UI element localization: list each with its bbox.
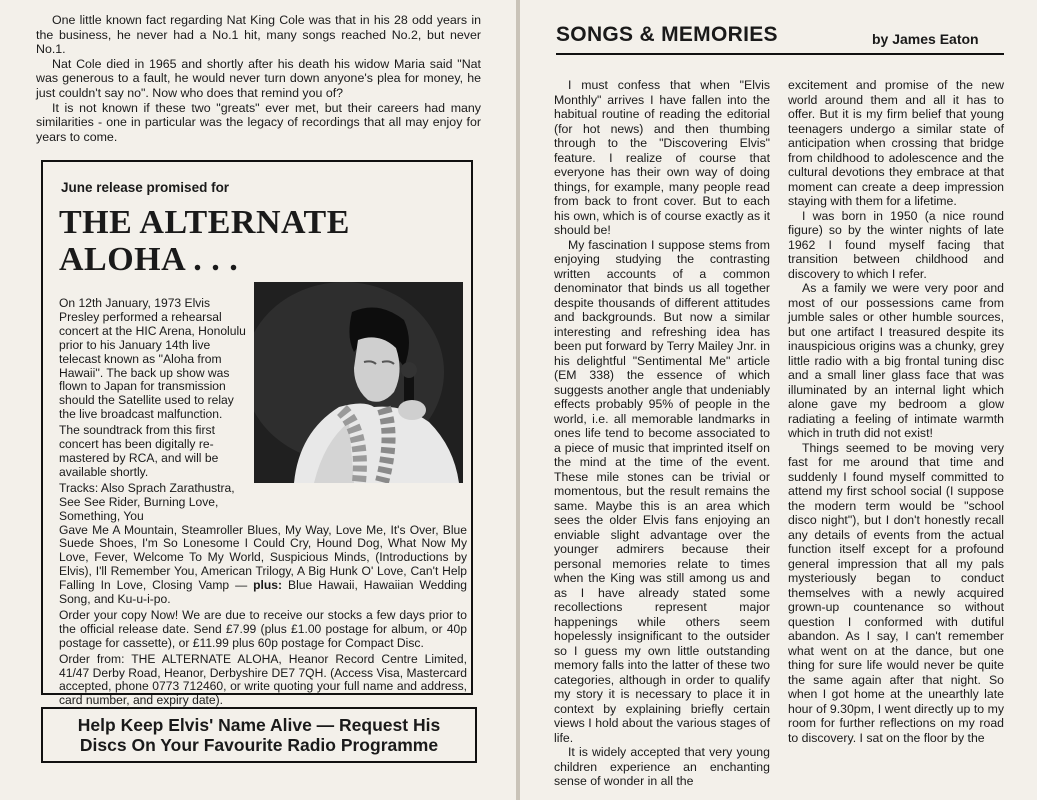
article-column-2 (788, 78, 1004, 745)
article-paragraph: I must confess that when "Elvis Monthly" arrives I have fallen into the habitual routine of reading the editorial (for hot news) and then thumbing through to the "Discovering Elvis" feature. I realize of course that everyone has their own way of doing things, for example, many people read from back to front cover. But to each his own, which is of course exactly as it should be! (554, 78, 770, 237)
right-page (520, 0, 1037, 800)
request-banner (41, 707, 477, 763)
intro-paragraph: One little known fact regarding Nat King Cole was that in his 28 odd years in the business, he never had a No.1 hit, many songs reached No.2, but never No.1. (36, 13, 481, 57)
advertisement-box (41, 160, 473, 708)
ad-paragraph: On 12th January, 1973 Elvis Presley performed a rehearsal concert at the HIC Arena, Honolulu prior to his January 14th live telecast known as ''Aloha from Hawaii''. The back up show was flown to Japan for transmission should the Satellite used to relay the live broadcast malfunction. (59, 296, 246, 422)
ad-order-info: Order your copy Now! We are due to receive our stocks a few days prior to the official release date. Send £7.99 (plus £1.00 postage for album, or 40p postage for cassette), or £11.99 plus 60p postage for Compact Disc. (59, 607, 467, 650)
ad-kicker: June release promised for (61, 180, 230, 195)
left-page (0, 0, 516, 800)
intro-text (36, 13, 481, 144)
ad-order-address: Order from: THE ALTERNATE ALOHA, Heanor Record Centre Limited, 41/47 Derby Road, Heanor, Derbyshire DE7 7QH. (Access Visa, Mastercard accepted, phone 0773 712460, or write quoting your full name and address, card number, and expiry date). (59, 651, 467, 708)
article-paragraph: Things seemed to be moving very fast for me around that time and suddenly I found myself committed to attend my first school social (I suppose the modern term would be "school disco night"), but I don't honestly recall any details of events from the actual function itself except for a profound general impression that all my pals mysteriously began to conduct themselves with a newly acquired grown-up countenance so without question I conformed with dutiful abandon. As I say, I can't remember what went on at the dance, but one thing for sure life would never be quite the same again after that night. So when I got home at the unearthly late hour of 9.30pm, I went directly up to my room for further reflections on my road to discovery. I sat on the floor by the (788, 440, 1004, 745)
title-divider (556, 53, 1004, 55)
intro-paragraph: It is not known if these two "greats" ever met, but their careers had many similarities - one in particular was the legacy of recordings that all may enjoy for years to come. (36, 100, 481, 144)
ad-paragraph: The soundtrack from this first concert has been digitally re-mastered by RCA, and will be available shortly. (59, 423, 219, 479)
ad-tracks-rest: Gave Me A Mountain, Steamroller Blues, My Way, Love Me, It's Over, Blue Suede Shoes, I'm So Lonesome I Could Cry, Hound Dog, What Now My Love, Fever, Welcome To My World, Suspicious Minds, (Introductions by Elvis), I'll Remember You, American Trilogy, A Big Hunk O' Love, Can't Help Falling In Love, Closing Vamp — (59, 522, 467, 593)
ad-tracks-list (59, 524, 467, 607)
ad-tracks-bonus: Blue Hawaii, Hawaiian Wedding Song, and Ku-u-i-po. (59, 578, 467, 607)
ad-title: THE ALTERNATE ALOHA . . . (59, 204, 350, 278)
article-paragraph: As a family we were very poor and most of our possessions came from jumble sales or other humble sources, but one artifact I treasured despite its inauspicious origins was a chunky, grey little radio with a big frontal tuning disc and a small liner glass face that was illuminated by an internal light which alone gave my bedroom a glow radiating a feeling of intimate warmth which in truth did not exist! (788, 281, 1004, 440)
article-byline: by James Eaton (872, 31, 979, 47)
article-column-1 (554, 78, 770, 789)
article-title: SONGS & MEMORIES (556, 23, 778, 46)
article-paragraph: It is widely accepted that very young children experience an enchanting sense of wonder in all the (554, 745, 770, 788)
article-paragraph: I was born in 1950 (a nice round figure) so by the winter nights of late 1962 I found myself facing that transition between childhood and discovery to which I refer. (788, 208, 1004, 281)
article-paragraph: excitement and promise of the new world around them and all it has to offer. But it is my firm belief that young teenagers undergo a similar state of anticipation when crossing that bridge from childhood to adolescence and the cultural devotions they embrace at that moment can create a deep impression staying with them for a lifetime. (788, 78, 1004, 208)
article-paragraph: My fascination I suppose stems from enjoying studying the contrasting written accounts of a common denominator that binds us all together despite thousands of different attitudes and backgrounds. But now a similar interesting and refreshing idea has been put forward by Terry Mailey Jnr. in his delightful "Sentimental Me" article (EM 338) the essence of which suggests another angle that undeniably effects probably 95% of people in the world, i.e. all memorable landmarks in ones life tend to become associated to a piece of music that imprinted itself on the mind at the time of the event. These mile stones can be trivial or momentous, but the result remains the same. Maybe this is an area which sees the older Elvis fans enjoying an enviable slight advantage over the younger admirers because their personal memories relate to times when the King was still among us and as I have already stated some recollections represent major happenings while others seem hopelessly insignificant to the outsider so I guess my own little outstanding memory falls into the latter of these two categories, although in order to qualify my story it is necessary to place it in context by explaining briefly certain views I hold about the various stages of life. (554, 237, 770, 745)
intro-paragraph: Nat Cole died in 1965 and shortly after his death his widow Maria said "Nat was generous to a fault, he would never turn down anyone's plea for money, he just couldn't say no". Now who does that remind you of? (36, 56, 481, 100)
ad-plus-label: plus: (253, 578, 283, 593)
banner-line-1: Help Keep Elvis' Name Alive — Request His (77, 715, 441, 735)
banner-line-2: Discs On Your Favourite Radio Programme (79, 735, 439, 755)
ad-tracks-start: Tracks: Also Sprach Zarathustra, See See Rider, Burning Love, Something, You (59, 480, 235, 523)
ad-body (59, 297, 467, 710)
